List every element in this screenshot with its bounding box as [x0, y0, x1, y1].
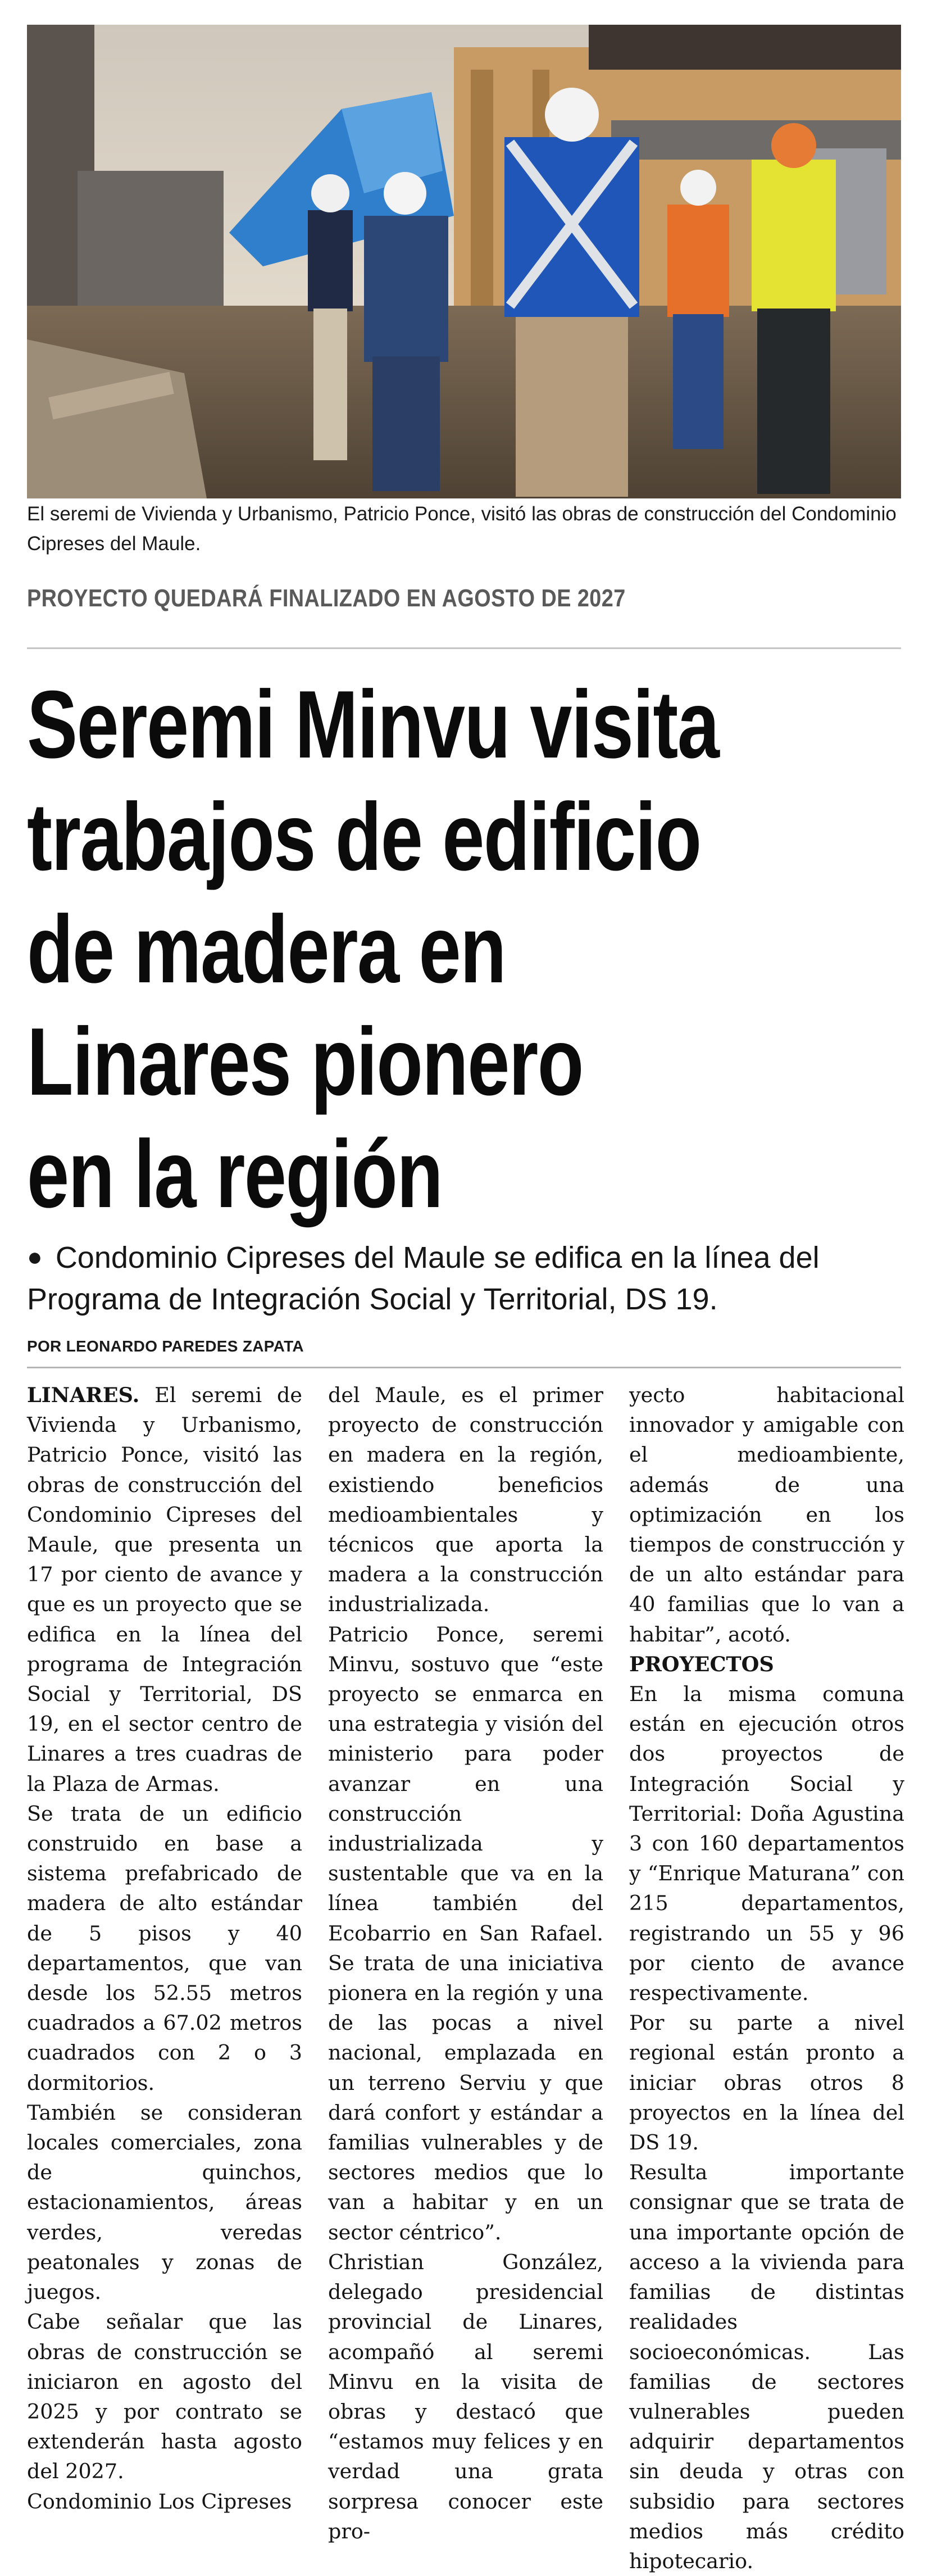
headline-line: de madera en — [27, 896, 506, 1003]
byline-divider — [27, 1367, 901, 1368]
article-paragraph: Christian González, delegado presidencial provincial de Linares, acompañó al seremi Minvu en la visita de obras y destacó que “estamos muy felices y en verdad una grata sorpresa conocer este pro- — [328, 2250, 603, 2543]
photo-caption: El seremi de Vivienda y Urbanismo, Patricio Ponce, visitó las obras de construcción del Condominio Cipreses del Maule. — [27, 503, 897, 555]
article-paragraph: Resulta importante consignar que se trata de una importante opción de acceso a la vivienda para familias de distintas realidades socioeconómicas. Las familias de sectores vulnerables pueden adquirir departamentos sin deuda y otras con subsidio para sectores medios más crédito hipotecario. — [629, 2160, 904, 2573]
article-paragraph: yecto habitacional innovador y amigable con el medioambiente, además de una optimización en los tiempos de construcción y de un alto estándar para 40 familias que lo van a habitar”, acotó. — [629, 1383, 904, 1647]
kicker-divider — [27, 647, 901, 649]
paragraph-text: El seremi de Vivienda y Urbanismo, Patricio Ponce, visitó las obras de construcción del Condominio Cipreses del Maule, que presenta un 17 por ciento de avance y que es un proyecto que se edifica en la línea del programa de Integración Social y Territorial, DS 19, en el sector centro de Linares a tres cuadras de la Plaza de Armas. — [27, 1383, 302, 1796]
article-column-1 — [27, 1380, 302, 2516]
headline-line: Seremi Minvu visita — [27, 671, 719, 778]
kicker: PROYECTO QUEDARÁ FINALIZADO EN AGOSTO DE 2027 — [27, 584, 626, 612]
headline-line: en la región — [27, 1121, 443, 1228]
article-paragraph: En la misma comuna están en ejecución otros dos proyectos de Integración Social y Territorial: Doña Agustina 3 con 160 departamentos y “Enrique Maturana” con 215 departamentos, registrando un 55 y 96 por ciento de avance respectivamente. — [629, 1682, 904, 2006]
section-subhead: PROYECTOS — [629, 1652, 774, 1676]
article-column-2 — [328, 1380, 603, 2546]
deck-subtitle — [27, 1237, 901, 1319]
dateline: LINARES. — [27, 1383, 140, 1407]
article-paragraph: Condominio Los Cipreses — [27, 2489, 292, 2514]
article-paragraph: Cabe señalar que las obras de construcción se iniciaron en agosto del 2025 y por contrato se extenderán hasta agosto del 2027. — [27, 2310, 302, 2484]
deck-line — [27, 1237, 901, 1279]
article-column-3 — [629, 1380, 904, 2576]
headline-line: trabajos de edificio — [27, 783, 701, 891]
bullet-icon: ● — [27, 1242, 43, 1271]
deck-line: Programa de Integración Social y Territorial, DS 19. — [27, 1282, 718, 1316]
article-paragraph: También se consideran locales comerciales, zona de quinchos, estacionamientos, áreas verdes, veredas peatonales y zonas de juegos. — [27, 2100, 302, 2305]
article-photo — [27, 25, 901, 498]
deck-text: Condominio Cipreses del Maule se edifica en la línea del — [55, 1241, 820, 1275]
construction-site-photo — [27, 25, 901, 498]
article-paragraph: Se trata de un edificio construido en base a sistema prefabricado de madera de alto estándar de 5 pisos y 40 departamentos, que van desde los 52.55 metros cuadrados a 67.02 metros cuadrados con 2 o 3 dormitorios. — [27, 1801, 302, 2095]
byline: POR LEONARDO PAREDES ZAPATA — [27, 1337, 304, 1355]
article-paragraph — [27, 1380, 302, 1799]
article-paragraph: Por su parte a nivel regional están pronto a iniciar obras otros 8 proyectos en la línea del DS 19. — [629, 2011, 904, 2155]
headline-line: Linares pionero — [27, 1008, 583, 1115]
article-paragraph: Patricio Ponce, seremi Minvu, sostuvo que “este proyecto se enmarca en una estrategia y visión del ministerio para poder avanzar en una construcción industrializada y sustentable que va en la línea también del Ecobarrio en San Rafael. Se trata de una iniciativa pionera en la región y una de las pocas a nivel nacional, emplazada en un terreno Serviu y que dará confort y estándar a familias vulnerables y de sectores medios que lo van a habitar y en un sector céntrico”. — [328, 1622, 603, 2244]
article-paragraph: del Maule, es el primer proyecto de construcción en madera en la región, existiendo beneficios medioambientales y técnicos que aporta la madera a la construcción industrializada. — [328, 1383, 603, 1617]
headline — [27, 669, 870, 1231]
